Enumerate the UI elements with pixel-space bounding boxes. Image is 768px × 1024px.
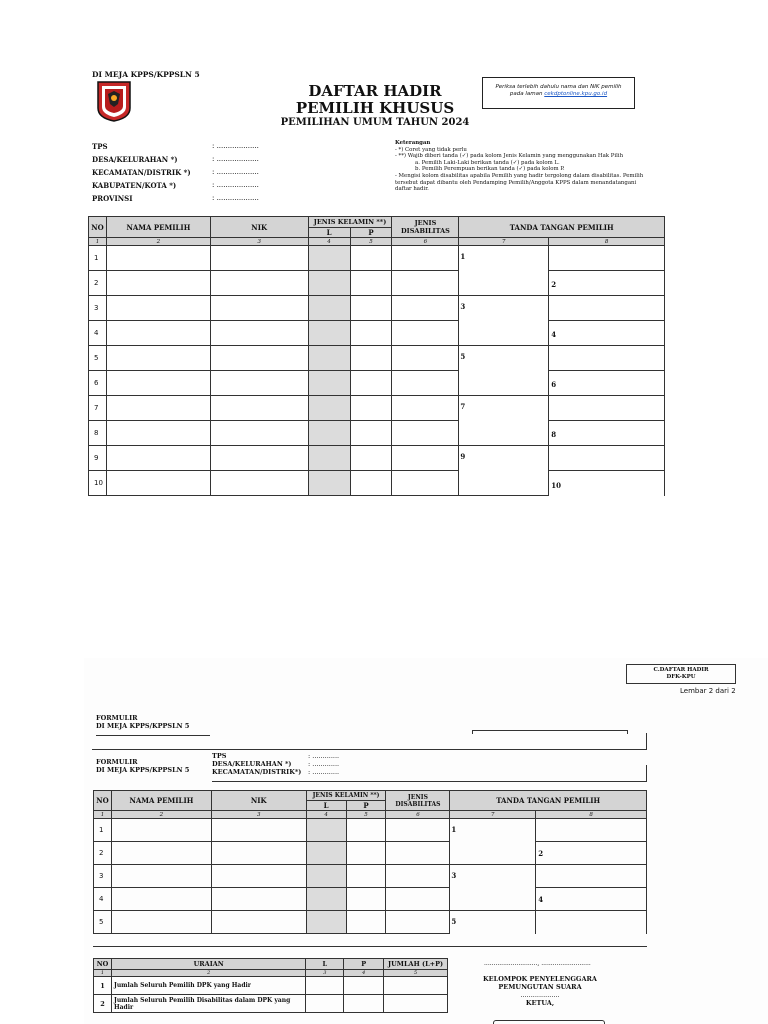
uraian-row-no: 1	[94, 977, 112, 995]
kelompok-line1: KELOMPOK PENYELENGGARA	[483, 975, 597, 983]
uraian-header-jumlah: JUMLAH (L+P)	[384, 959, 448, 970]
cell-p[interactable]	[346, 888, 386, 911]
col-header-l: L	[306, 801, 346, 811]
cell-nama[interactable]	[106, 446, 210, 471]
row-number: 6	[89, 371, 107, 396]
col-header-tanda-tangan: TANDA TANGAN PEMILIH	[450, 791, 647, 811]
cell-disabilitas[interactable]	[392, 271, 459, 296]
signature-cell-right[interactable]	[549, 246, 665, 271]
formulir-meja: DI MEJA KPPS/KPPSLN 5	[96, 766, 190, 774]
cell-l[interactable]	[306, 888, 346, 911]
signature-cell-left[interactable]	[450, 842, 536, 865]
page2-fields	[212, 752, 301, 776]
cell-l[interactable]	[306, 842, 346, 865]
keterangan-line: tersebut dapat dibantu oleh Pendamping Pemilih/Anggota KPPS dalam menandatangani	[395, 179, 637, 186]
uraian-row	[94, 977, 448, 995]
col-header-nama: NAMA PEMILIH	[106, 217, 210, 238]
cell-disabilitas[interactable]	[392, 446, 459, 471]
uraian-cell-l[interactable]	[306, 995, 344, 1013]
table-row	[94, 842, 647, 865]
cell-nama[interactable]	[106, 371, 210, 396]
cell-disabilitas[interactable]	[392, 421, 459, 446]
form-code-line2: DFK-KPU	[666, 674, 696, 680]
form-code-tag	[626, 664, 736, 684]
table-row	[94, 865, 647, 888]
kelompok-block	[470, 975, 610, 1007]
signature-cell-right[interactable]: 8	[549, 421, 665, 446]
field-label-desa: DESA/KELURAHAN *)	[92, 155, 178, 164]
table-row	[94, 911, 647, 934]
col-header-p: P	[350, 228, 392, 238]
divider	[96, 735, 210, 736]
cell-p[interactable]	[350, 446, 392, 471]
cell-nik[interactable]	[211, 888, 306, 911]
divider	[212, 781, 647, 782]
row-number: 4	[94, 888, 112, 911]
field-value-tps[interactable]: : .............	[308, 752, 340, 760]
field-label-provinsi: PROVINSI	[92, 194, 133, 203]
field-value-desa[interactable]: : .............	[308, 760, 340, 768]
uraian-row-no: 2	[94, 995, 112, 1013]
keterangan-line: - **) Wajib diberi tanda (✓) pada kolom Jenis Kelamin yang menggunakan Hak Pilih	[395, 153, 624, 160]
table-row	[89, 471, 665, 496]
col-header-jenis-kelamin: JENIS KELAMIN **)	[306, 791, 386, 801]
table-row	[89, 246, 665, 271]
kelompok-dots: ...................	[520, 991, 560, 999]
uraian-row-text: Jumlah Seluruh Pemilih Disabilitas dalam DPK yang Hadir	[111, 995, 305, 1013]
formulir-block	[96, 758, 189, 774]
title-daftar-hadir: DAFTAR HADIR	[308, 82, 442, 100]
uraian-cell-p[interactable]	[344, 977, 384, 995]
title-pemilih-khusus: PEMILIH KHUSUS	[295, 99, 455, 117]
uraian-header-no: NO	[94, 959, 112, 970]
cell-p[interactable]	[350, 421, 392, 446]
cell-l[interactable]	[308, 471, 350, 496]
col-header-nama: NAMA PEMILIH	[111, 791, 211, 811]
signature-cell-left[interactable]: 7	[459, 396, 549, 421]
table-row	[94, 819, 647, 842]
signature-cell-right[interactable]: 10	[549, 471, 665, 496]
cell-nik[interactable]	[211, 842, 306, 865]
signature-cell-left[interactable]	[459, 271, 549, 296]
formulir-label: FORMULIR	[96, 758, 138, 766]
row-number: 3	[89, 296, 107, 321]
field-label-kabupaten: KABUPATEN/KOTA *)	[92, 181, 177, 190]
signature-bracket	[493, 1020, 605, 1024]
field-value-provinsi[interactable]: : ...................	[212, 194, 259, 202]
cell-disabilitas[interactable]	[392, 396, 459, 421]
cell-nama[interactable]	[106, 421, 210, 446]
cell-disabilitas[interactable]	[386, 865, 450, 888]
cell-p[interactable]	[350, 371, 392, 396]
signature-cell-left[interactable]: 5	[459, 346, 549, 371]
notice-line1: Periksa terlebih dahulu nama dan NIK pemilih	[495, 84, 622, 90]
cell-p[interactable]	[350, 471, 392, 496]
keterangan-line: b. Pemilih Perempuan berikan tanda (✓) pada kolom P.	[415, 166, 565, 173]
divider	[646, 733, 647, 750]
page2-field-values	[308, 752, 339, 776]
table-row	[94, 888, 647, 911]
cell-l[interactable]	[308, 296, 350, 321]
cell-l[interactable]	[308, 371, 350, 396]
col-number: 2	[111, 970, 305, 977]
notice-prefix: pada laman	[509, 91, 545, 97]
cell-l[interactable]	[308, 446, 350, 471]
signature-cell-right[interactable]	[536, 911, 647, 934]
cell-disabilitas[interactable]	[386, 911, 450, 934]
cell-disabilitas[interactable]	[392, 321, 459, 346]
signature-cell-right[interactable]	[549, 346, 665, 371]
cell-p[interactable]	[346, 842, 386, 865]
signature-cell-left[interactable]	[459, 371, 549, 396]
keterangan-line: - *) Coret yang tidak perlu	[395, 146, 467, 153]
cell-nama[interactable]	[106, 321, 210, 346]
cell-disabilitas[interactable]	[392, 246, 459, 271]
title-pemilihan-umum: PEMILIHAN UMUM TAHUN 2024	[280, 117, 470, 128]
col-number: 3	[210, 238, 308, 246]
row-number: 4	[89, 321, 107, 346]
row-number: 10	[89, 471, 107, 496]
uraian-header-uraian: URAIAN	[111, 959, 305, 970]
bracket-line	[472, 730, 628, 734]
col-number: 7	[450, 811, 536, 819]
col-number: 7	[459, 238, 549, 246]
ketua-label: KETUA,	[525, 999, 555, 1007]
cell-disabilitas[interactable]	[386, 888, 450, 911]
row-number: 8	[89, 421, 107, 446]
cell-l[interactable]	[308, 246, 350, 271]
cell-p[interactable]	[346, 819, 386, 842]
col-number: 5	[384, 970, 448, 977]
signature-cell-left[interactable]: 3	[450, 865, 536, 888]
notice-line2	[483, 91, 634, 98]
cell-l[interactable]	[306, 865, 346, 888]
place-date-line[interactable]: ............................, ..........................	[484, 960, 591, 967]
keterangan-title: Keterangan	[395, 140, 431, 146]
table-row	[89, 371, 665, 396]
cell-p[interactable]	[350, 346, 392, 371]
cell-nik[interactable]	[210, 346, 308, 371]
field-label-kecamatan: KECAMATAN/DISTRIK *)	[92, 168, 191, 177]
divider	[92, 749, 647, 750]
cell-nama[interactable]	[111, 819, 211, 842]
col-number: 8	[549, 238, 665, 246]
signature-cell-left[interactable]	[459, 421, 549, 446]
col-number: 8	[536, 811, 647, 819]
row-number: 9	[89, 446, 107, 471]
col-number: 6	[392, 238, 459, 246]
signature-cell-right[interactable]	[549, 296, 665, 321]
cell-p[interactable]	[350, 396, 392, 421]
col-number: 2	[111, 811, 211, 819]
signature-cell-right[interactable]	[536, 819, 647, 842]
table-row	[89, 296, 665, 321]
cell-nik[interactable]	[210, 446, 308, 471]
cell-disabilitas[interactable]	[392, 346, 459, 371]
col-header-disabilitas: JENIS DISABILITAS	[392, 217, 459, 238]
cell-nama[interactable]	[106, 271, 210, 296]
kpu-logo	[94, 80, 134, 122]
header-meja-label: DI MEJA KPPS/KPPSLN 5	[92, 70, 200, 79]
keterangan-line: a. Pemilih Laki-Laki berikan tanda (✓) pada kolom L.	[415, 159, 560, 166]
row-number: 1	[89, 246, 107, 271]
divider	[93, 946, 647, 947]
cell-l[interactable]	[306, 819, 346, 842]
col-header-tanda-tangan: TANDA TANGAN PEMILIH	[459, 217, 665, 238]
cell-nik[interactable]	[210, 296, 308, 321]
cell-p[interactable]	[350, 271, 392, 296]
cell-nik[interactable]	[210, 371, 308, 396]
attendance-table	[88, 216, 665, 496]
cell-nik[interactable]	[210, 471, 308, 496]
cell-p[interactable]	[346, 911, 386, 934]
cell-l[interactable]	[308, 421, 350, 446]
cell-disabilitas[interactable]	[386, 842, 450, 865]
col-number: 4	[306, 811, 346, 819]
uraian-cell-l[interactable]	[306, 977, 344, 995]
signature-cell-right[interactable]: 6	[549, 371, 665, 396]
cell-nik[interactable]	[210, 396, 308, 421]
cell-nama[interactable]	[111, 865, 211, 888]
cell-disabilitas[interactable]	[392, 371, 459, 396]
uraian-header-l: L	[306, 959, 344, 970]
notice-box	[482, 77, 635, 109]
row-number: 2	[94, 842, 112, 865]
signature-cell-left[interactable]	[450, 888, 536, 911]
keterangan-line: daftar hadir.	[395, 186, 429, 193]
signature-cell-left[interactable]: 9	[459, 446, 549, 471]
row-number: 5	[94, 911, 112, 934]
cell-l[interactable]	[306, 911, 346, 934]
col-number: 1	[94, 811, 112, 819]
field-label-tps: TPS	[92, 142, 108, 151]
col-header-l: L	[308, 228, 350, 238]
table-row	[89, 396, 665, 421]
field-value-tps[interactable]: : ...................	[212, 142, 259, 150]
col-header-p: P	[346, 801, 386, 811]
cell-nama[interactable]	[106, 296, 210, 321]
signature-cell-right[interactable]: 2	[536, 842, 647, 865]
cell-nama[interactable]	[111, 911, 211, 934]
uraian-cell-p[interactable]	[344, 995, 384, 1013]
row-number: 1	[94, 819, 112, 842]
formulir-block-top	[96, 714, 189, 730]
cell-nama[interactable]	[106, 396, 210, 421]
signature-cell-right[interactable]	[549, 396, 665, 421]
formulir-label: FORMULIR	[96, 714, 138, 722]
row-number: 7	[89, 396, 107, 421]
divider	[646, 765, 647, 782]
cell-nama[interactable]	[106, 471, 210, 496]
col-header-disabilitas: JENIS DISABILITAS	[386, 791, 450, 811]
signature-cell-left[interactable]	[459, 321, 549, 346]
col-number: 5	[350, 238, 392, 246]
cell-nik[interactable]	[210, 421, 308, 446]
attendance-table-page2	[93, 790, 647, 934]
uraian-row-text: Jumlah Seluruh Pemilih DPK yang Hadir	[111, 977, 305, 995]
signature-cell-left[interactable]: 5	[450, 911, 536, 934]
cell-l[interactable]	[308, 321, 350, 346]
cell-nik[interactable]	[211, 911, 306, 934]
signature-cell-left[interactable]: 3	[459, 296, 549, 321]
cell-disabilitas[interactable]	[392, 296, 459, 321]
signature-cell-right[interactable]: 2	[549, 271, 665, 296]
field-value-kabupaten[interactable]: : ...................	[212, 181, 259, 189]
cell-p[interactable]	[350, 321, 392, 346]
keterangan-block	[395, 140, 665, 193]
signature-cell-right[interactable]: 4	[536, 888, 647, 911]
cell-nik[interactable]	[210, 271, 308, 296]
uraian-header-p: P	[344, 959, 384, 970]
col-header-no: NO	[94, 791, 112, 811]
col-header-nik: NIK	[210, 217, 308, 238]
table-row	[89, 346, 665, 371]
signature-cell-right[interactable]: 4	[549, 321, 665, 346]
table-row	[89, 321, 665, 346]
col-header-jenis-kelamin: JENIS KELAMIN **)	[308, 217, 392, 228]
row-number: 3	[94, 865, 112, 888]
cell-nik[interactable]	[210, 246, 308, 271]
cell-nik[interactable]	[210, 321, 308, 346]
table-row	[89, 271, 665, 296]
col-header-nik: NIK	[211, 791, 306, 811]
col-number: 3	[211, 811, 306, 819]
keterangan-line: - Mengisi kolom disabilitas apabila Pemilih yang hadir tergolong dalam disabilitas. Pemilih	[395, 172, 644, 179]
field-label-kecamatan: KECAMATAN/DISTRIK*)	[212, 768, 302, 776]
cell-nik[interactable]	[211, 865, 306, 888]
signature-cell-left[interactable]: 1	[450, 819, 536, 842]
col-number: 3	[306, 970, 344, 977]
cekdpt-link[interactable]: cekdptonline.kpu.go.id	[544, 91, 608, 97]
col-number: 4	[308, 238, 350, 246]
col-number: 4	[344, 970, 384, 977]
cell-disabilitas[interactable]	[392, 471, 459, 496]
cell-disabilitas[interactable]	[386, 819, 450, 842]
row-number: 5	[89, 346, 107, 371]
uraian-cell-jumlah[interactable]	[384, 977, 448, 995]
field-value-kecamatan[interactable]: : .............	[308, 768, 340, 776]
cell-p[interactable]	[350, 246, 392, 271]
signature-cell-right[interactable]	[549, 446, 665, 471]
field-label-desa: DESA/KELURAHAN *)	[212, 760, 292, 768]
cell-p[interactable]	[346, 865, 386, 888]
cell-nama[interactable]	[106, 246, 210, 271]
cell-l[interactable]	[308, 346, 350, 371]
uraian-cell-jumlah[interactable]	[384, 995, 448, 1013]
col-number: 1	[94, 970, 112, 977]
col-number: 6	[386, 811, 450, 819]
form-code-line1: C.DAFTAR HADIR	[653, 667, 709, 673]
row-number: 2	[89, 271, 107, 296]
cell-l[interactable]	[308, 396, 350, 421]
cell-nama[interactable]	[106, 346, 210, 371]
formulir-meja: DI MEJA KPPS/KPPSLN 5	[96, 722, 190, 730]
table-row	[89, 446, 665, 471]
field-label-tps: TPS	[212, 752, 227, 760]
cell-nama[interactable]	[111, 888, 211, 911]
cell-l[interactable]	[308, 271, 350, 296]
cell-p[interactable]	[350, 296, 392, 321]
table-row	[89, 421, 665, 446]
uraian-row	[94, 995, 448, 1013]
signature-cell-left[interactable]: 1	[459, 246, 549, 271]
col-number: 5	[346, 811, 386, 819]
signature-cell-right[interactable]	[536, 865, 647, 888]
col-header-no: NO	[89, 217, 107, 238]
uraian-table	[93, 958, 448, 1013]
cell-nama[interactable]	[111, 842, 211, 865]
sheet-indicator: Lembar 2 dari 2	[680, 687, 736, 695]
field-value-kecamatan[interactable]: : ...................	[212, 168, 259, 176]
signature-cell-left[interactable]	[459, 471, 549, 496]
field-value-desa[interactable]: : ...................	[212, 155, 259, 163]
cell-nik[interactable]	[211, 819, 306, 842]
kelompok-line2: PEMUNGUTAN SUARA	[498, 983, 582, 991]
col-number: 2	[106, 238, 210, 246]
col-number: 1	[89, 238, 107, 246]
